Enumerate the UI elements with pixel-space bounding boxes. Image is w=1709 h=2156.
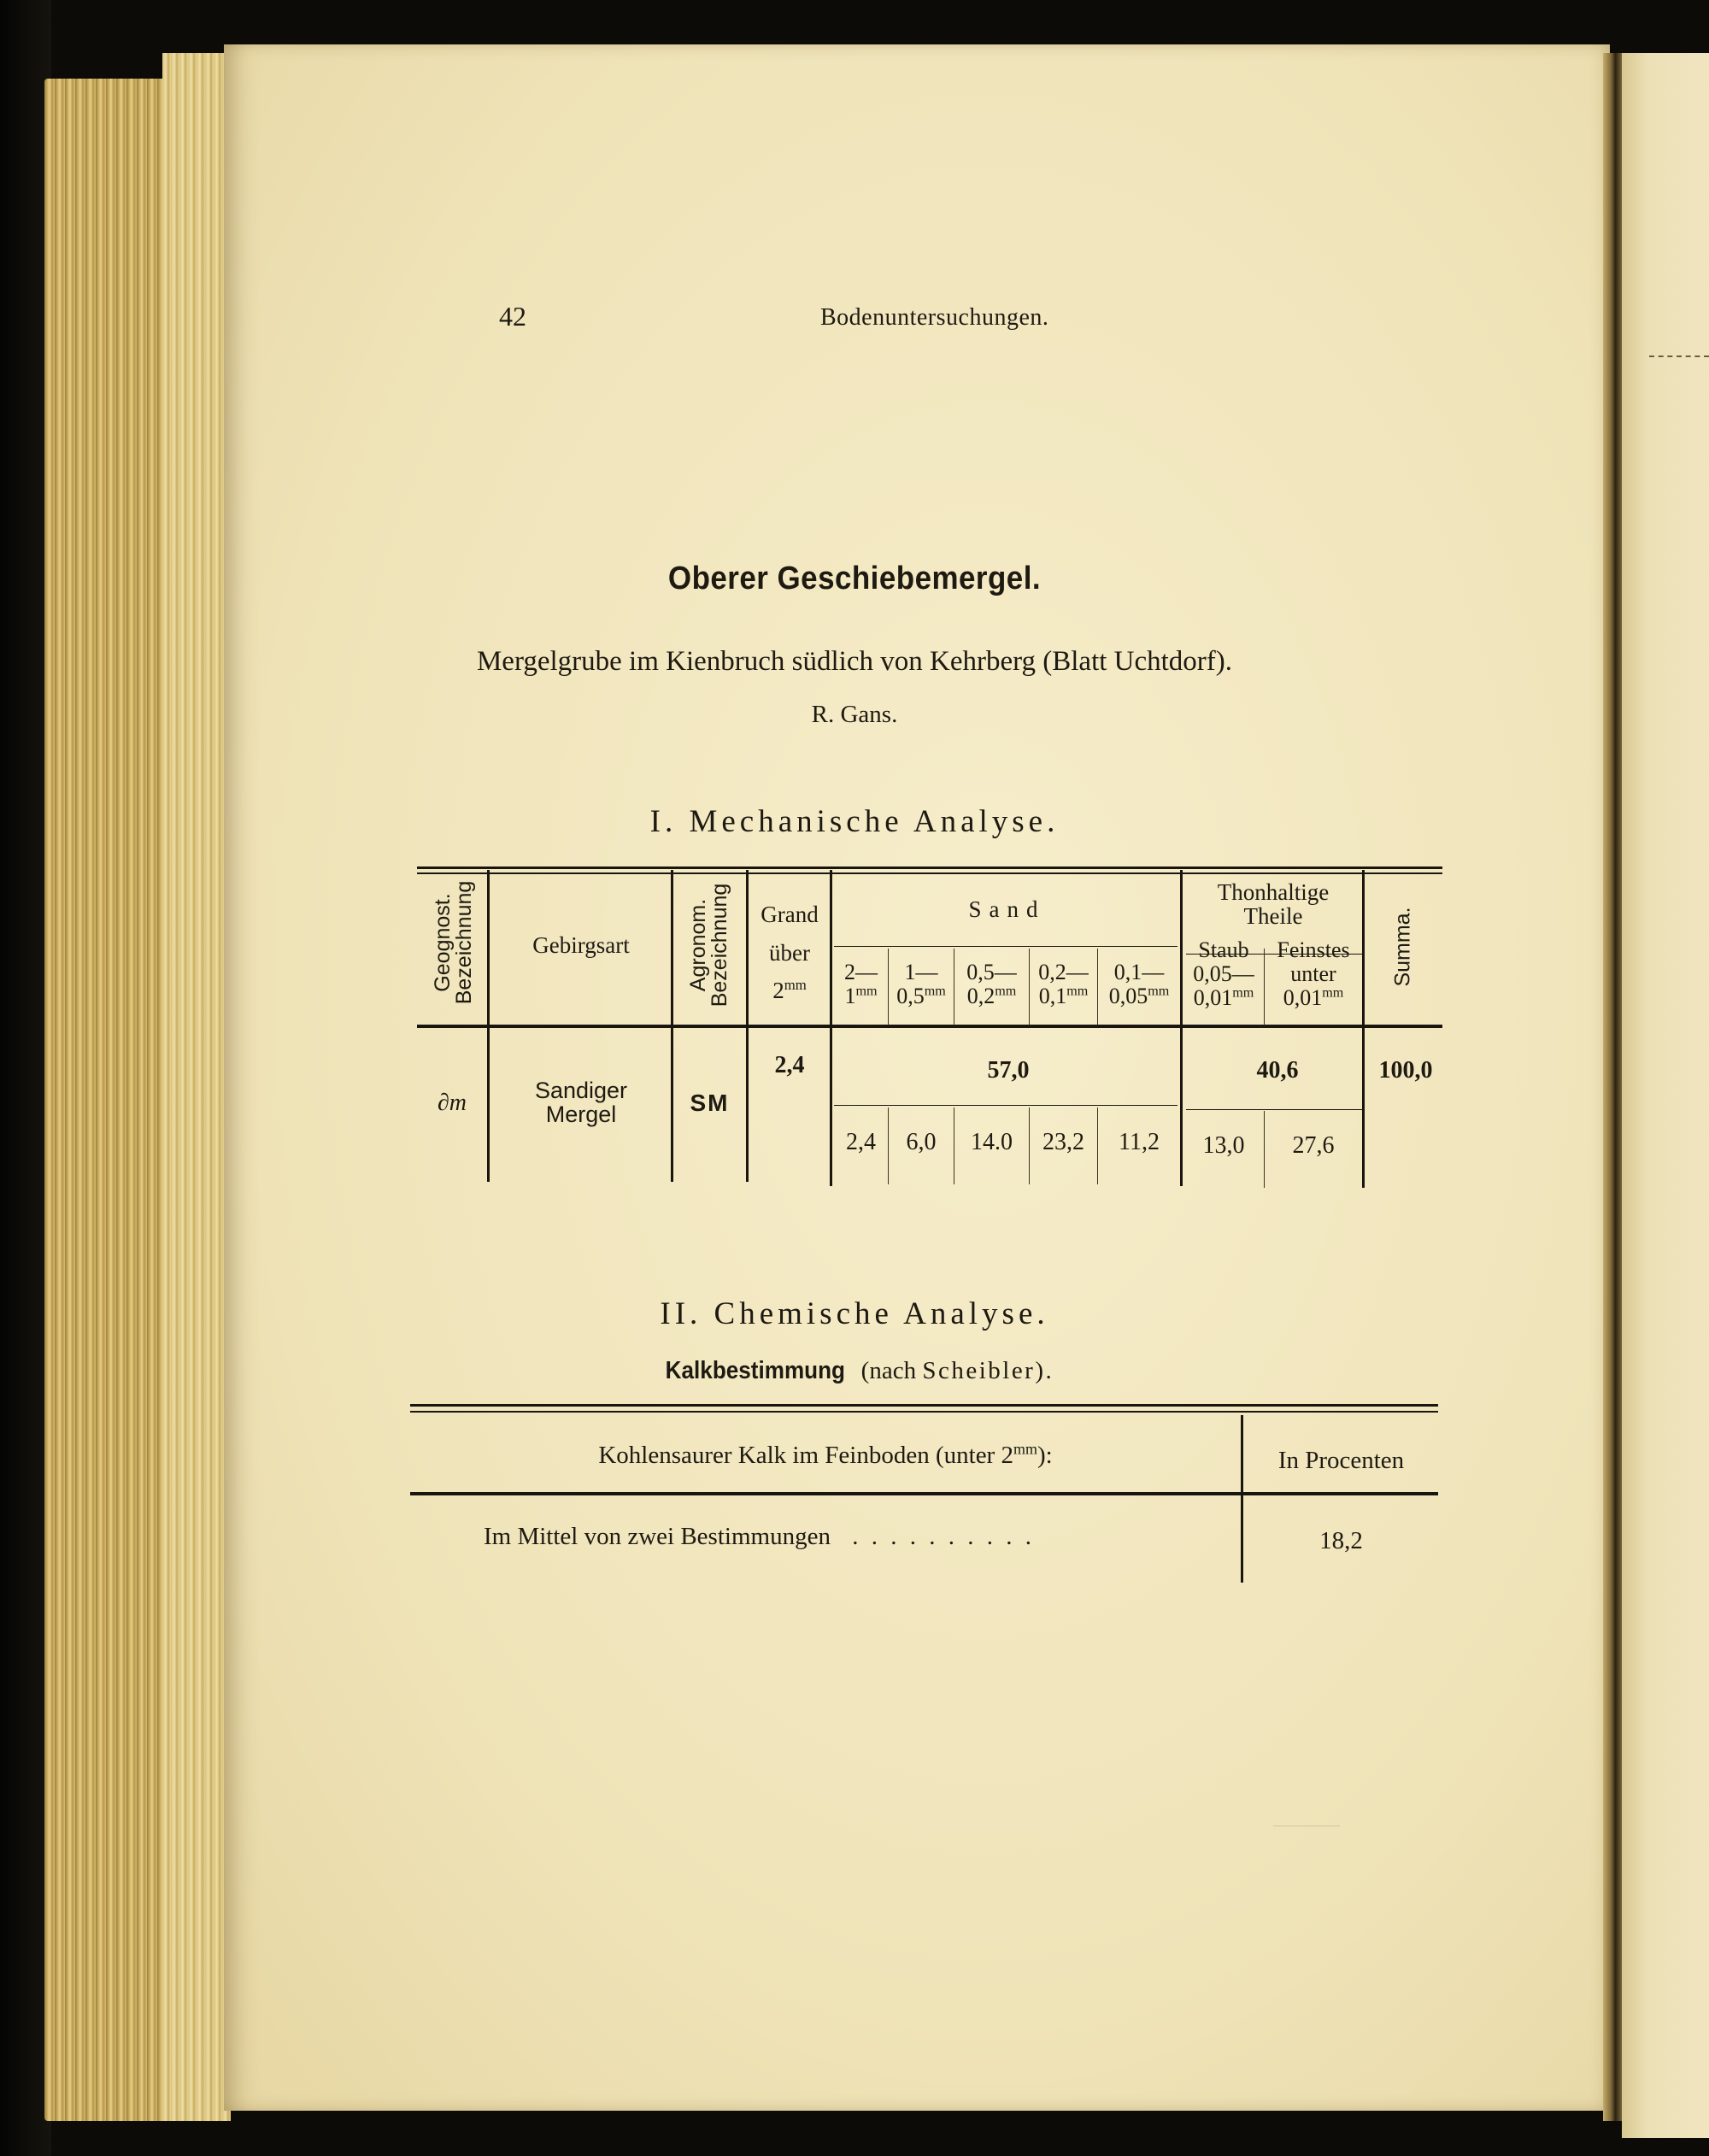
facing-page <box>1622 53 1709 2138</box>
chem-header-bottom-rule <box>410 1492 1438 1495</box>
table-top-rule-thin <box>417 872 1442 874</box>
col-rule <box>487 870 490 1182</box>
chem-col1-header: Kohlensaurer Kalk im Feinboden (unter $2^{mm}$): <box>598 1440 1053 1469</box>
row-gebirgsart: Sandiger Mergel <box>534 1078 628 1128</box>
sand-subheader-rule <box>834 946 1178 947</box>
kalk-subheading <box>0 1357 1709 1385</box>
running-head: Bodenuntersuchungen. <box>820 304 1049 331</box>
header-gebirgsart: Gebirgsart <box>532 932 630 958</box>
facing-page-mark <box>1649 355 1709 357</box>
bleed-through-mark: ——— <box>1273 1812 1340 1836</box>
row-feinstes-value: 27,6 <box>1292 1132 1335 1159</box>
header-sand-fraction: 0,1— $0,05^{mm}$ <box>1108 960 1170 1009</box>
col-rule <box>1180 870 1183 1186</box>
row-agronom: SM <box>690 1090 730 1116</box>
header-grand: Grand über $2^{mm}$ <box>761 902 819 1004</box>
row-sand-value: 6,0 <box>906 1129 937 1155</box>
header-staub: Staub 0,05— $0,01^{mm}$ <box>1193 937 1254 1011</box>
kalk-subheading-paren: (nach <box>860 1357 917 1384</box>
row-thon-total: 40,6 <box>1256 1057 1299 1084</box>
chem-col2-header: In Procenten <box>1277 1447 1405 1474</box>
document-title: Oberer Geschiebemergel. <box>667 561 1042 596</box>
chem-col-rule <box>1241 1415 1243 1583</box>
header-sand: Sand <box>968 896 1046 922</box>
kalk-subheading-bold: Kalkbestimmung <box>665 1357 845 1384</box>
document-subtitle: Mergelgrube im Kienbruch südlich von Kehrberg (Blatt Uchtdorf). <box>476 646 1233 677</box>
row-sand-value: 2,4 <box>846 1129 876 1155</box>
header-agronom: Agronom. Bezeichnung <box>686 883 731 1008</box>
chem-row-value: 18,2 <box>1319 1527 1363 1554</box>
row-sand-value: 11,2 <box>1119 1129 1160 1155</box>
section-heading-mechanical: I. Mechanische Analyse. <box>649 804 1060 839</box>
stacked-page-edges-inner <box>162 53 231 2121</box>
col-rule <box>671 870 673 1182</box>
row-sand-value: 14.0 <box>971 1129 1013 1155</box>
page-number: 42 <box>499 301 526 332</box>
header-bottom-rule <box>417 1025 1442 1028</box>
header-thonhaltige: Thonhaltige Theile <box>1217 879 1330 930</box>
header-geognost: Geognost. Bezeichnung <box>431 880 476 1005</box>
table-top-rule <box>417 867 1442 869</box>
kalk-subheading-name: Scheibler). <box>922 1357 1054 1384</box>
row-staub-value: 13,0 <box>1202 1132 1245 1159</box>
row-sand-value: 23,2 <box>1042 1129 1084 1155</box>
header-feinstes: Feinstes unter $0,01^{mm}$ <box>1277 937 1350 1011</box>
row-geognost: ∂m <box>437 1090 467 1116</box>
header-sand-fraction: 2— $1^{mm}$ <box>844 960 878 1009</box>
section-heading-chemical: II. Chemische Analyse. <box>660 1296 1049 1331</box>
book-gutter <box>1603 53 1624 2121</box>
chem-table-top-rule-thin <box>410 1411 1438 1413</box>
chem-table-top-rule <box>410 1404 1438 1407</box>
chem-row-label: Im Mittel von zwei Bestimmungen . . . . . . . . . . <box>484 1523 1035 1550</box>
sand-value-divider <box>834 1105 1178 1106</box>
author: R. Gans. <box>811 701 898 728</box>
header-sand-fraction: 0,5— $0,2^{mm}$ <box>966 960 1017 1009</box>
thon-value-divider <box>1186 1109 1362 1110</box>
row-sand-total: 57,0 <box>987 1057 1030 1084</box>
header-summa: Summa. <box>1390 907 1415 987</box>
header-sand-fraction: 1— $0,5^{mm}$ <box>896 960 946 1009</box>
row-grand: 2,4 <box>774 1052 805 1078</box>
book-spine-shadow <box>0 0 51 2156</box>
header-sand-fraction: 0,2— $0,1^{mm}$ <box>1038 960 1089 1009</box>
row-summa: 100,0 <box>1378 1057 1433 1084</box>
